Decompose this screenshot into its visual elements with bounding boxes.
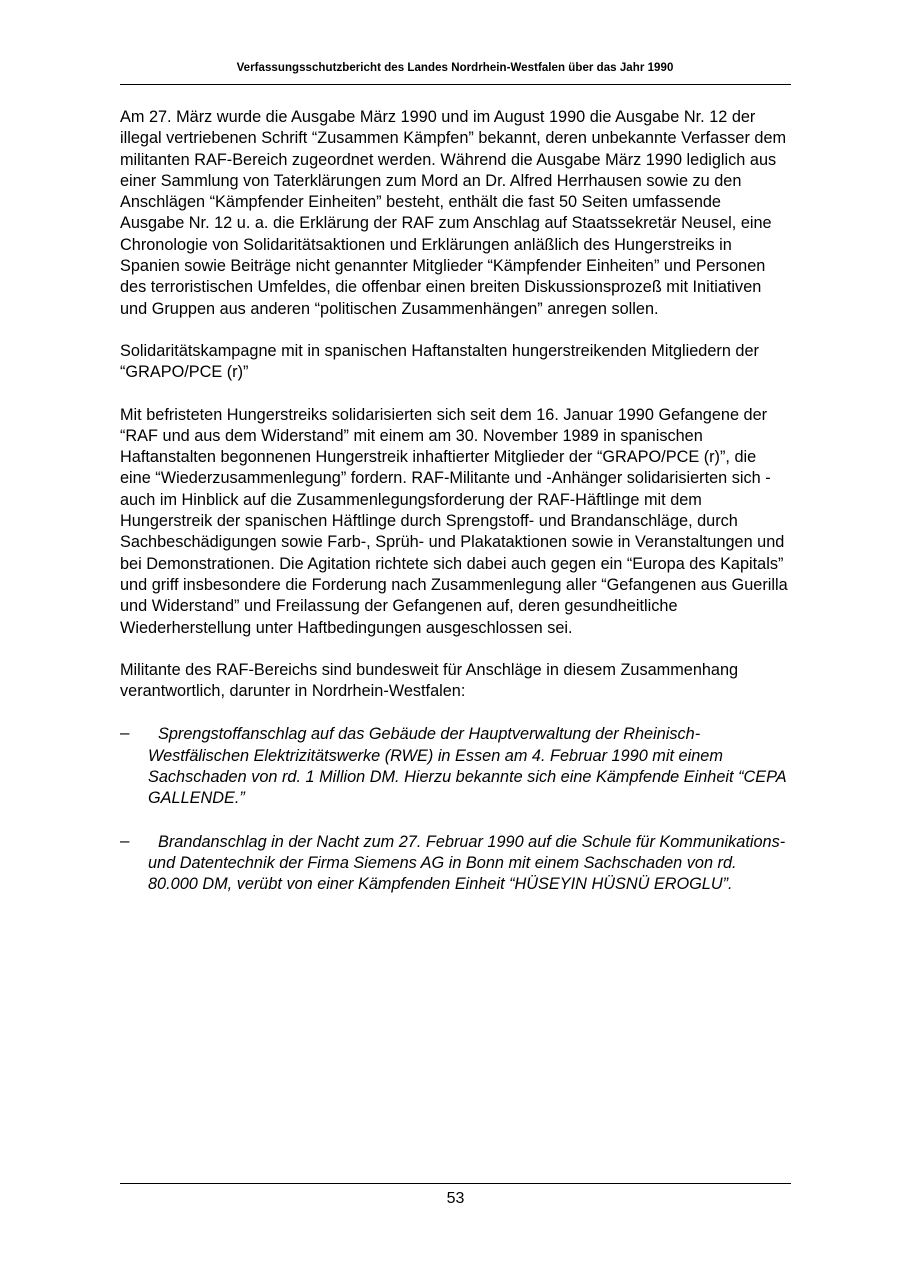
list-item-text: Sprengstoffanschlag auf das Gebäude der Hauptverwaltung der Rheinisch-Westfälischen Elektrizitätswerke (RWE) in Essen am 4. Februar 1990 mit einem Sachschaden von rd. 1 Million DM. Hierzu bekannte sich eine Kämpfende Einheit “CEPA GALLENDE.”	[148, 725, 787, 808]
list-item	[120, 724, 788, 809]
footer-rule	[120, 1183, 791, 1184]
running-header: Verfassungsschutzbericht des Landes Nordrhein-Westfalen über das Jahr 1990	[236, 62, 674, 74]
page-body	[120, 107, 788, 918]
attack-list	[120, 724, 788, 895]
paragraph-solidaritaetskampagne-heading: Solidaritätskampagne mit in spanischen Haftanstalten hungerstreikenden Mitgliedern der “GRAPO/PCE (r)”	[120, 341, 759, 382]
paragraph-zusammen-kaempfen: Am 27. März wurde die Ausgabe März 1990 und im August 1990 die Ausgabe Nr. 12 der illegal vertriebenen Schrift “Zusammen Kämpfen” bekannt, deren unbekannte Verfasser dem militanten RAF-Bereich zugeordnet werden. Während die Ausgabe März 1990 lediglich aus einer Sammlung von Taterklärungen zum Mord an Dr. Alfred Herrhausen sowie zu den Anschlägen “Kämpfender Einheiten” besteht, enthält die fast 50 Seiten umfassende Ausgabe Nr. 12 u. a. die Erklärung der RAF zum Anschlag auf Staatssekretär Neusel, eine Chronologie von Solidaritätsaktionen und Erklärungen anläßlich des Hungerstreiks in Spanien sowie Beiträge nicht genannter Mitglieder “Kämpfender Einheiten” und Personen des terroristischen Umfeldes, die offenbar einen breiten Diskussionsprozeß mit Initiativen und Gruppen aus anderen “politischen Zusammenhängen” anregen sollen.	[120, 108, 787, 318]
paragraph-militante: Militante des RAF-Bereichs sind bundesweit für Anschläge in diesem Zusammenhang verantwortlich, darunter in Nordrhein-Westfalen:	[120, 660, 739, 701]
header-rule	[120, 84, 791, 85]
list-item-text: Brandanschlag in der Nacht zum 27. Februar 1990 auf die Schule für Kommunikations- und Datentechnik der Firma Siemens AG in Bonn mit einem Sachschaden von rd. 80.000 DM, verübt von einer Kämpfenden Einheit “HÜSEYIN HÜSNÜ EROGLU”.	[148, 832, 786, 894]
dash-marker: –	[120, 723, 130, 743]
paragraph-hungerstreiks: Mit befristeten Hungerstreiks solidarisierten sich seit dem 16. Januar 1990 Gefangene der “RAF und aus dem Widerstand” mit einem am 30. November 1989 in spanischen Haftanstalten begonnenen Hungerstreik inhaftierter Mitglieder der “GRAPO/PCE (r)”, die eine “Wiederzusammenlegung” fordern. RAF-Militante und -Anhänger solidarisierten sich - auch im Hinblick auf die Zusammenlegungsforderung der RAF-Häftlinge mit dem Hungerstreik der spanischen Häftlinge durch Sprengstoff- und Brandanschläge, durch Sachbeschädigungen sowie Farb-, Sprüh- und Plakataktionen sowie in Veranstaltungen und bei Demonstrationen. Die Agitation richtete sich dabei auch gegen ein “Europa des Kapitals” und griff insbesondere die Forderung nach Zusammenlegung aller “Gefangenen aus Guerilla und Widerstand” und Freilassung der Gefangenen auf, deren gesundheitliche Wiederherstellung unter Haftbedingungen ausgeschlossen sei.	[120, 405, 788, 637]
page-number: 53	[446, 1190, 465, 1207]
dash-marker: –	[120, 830, 130, 850]
list-item	[120, 832, 788, 896]
